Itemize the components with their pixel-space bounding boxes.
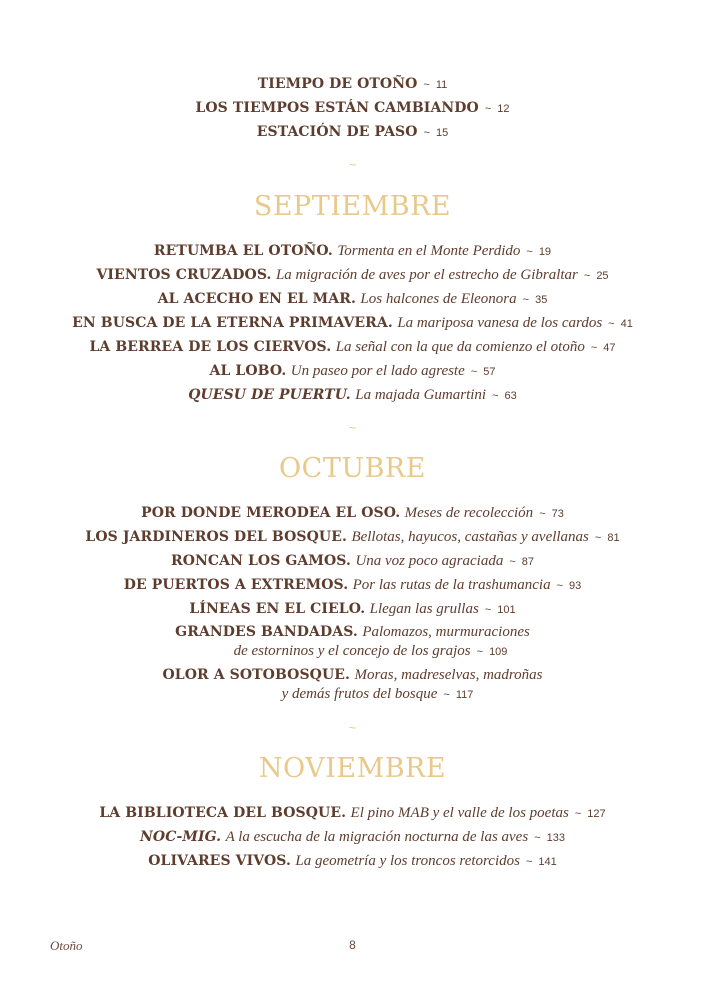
entry-title: LA BIBLIOTECA DEL BOSQUE. (99, 805, 347, 821)
entry-title: ESTACIÓN DE PASO (256, 124, 418, 140)
toc-entry (0, 74, 705, 95)
toc-entry (0, 337, 705, 358)
entry-subtitle-continuation: de estorninos y el concejo de los grajos (233, 643, 471, 659)
toc-entry-continuation (0, 642, 705, 662)
toc-entry (0, 803, 705, 824)
entry-page: 133 (546, 832, 565, 844)
entry-page: 87 (521, 556, 535, 568)
entry-separator: ~ (484, 103, 492, 115)
entry-subtitle: El pino MAB y el valle de los poetas (350, 805, 569, 821)
entry-title: VIENTOS CRUZADOS. (96, 267, 272, 283)
entry-subtitle: La majada Gumartini (355, 387, 487, 403)
month-heading-noviembre: NOVIEMBRE (258, 753, 447, 784)
entry-page: 57 (483, 366, 496, 378)
entry-subtitle: Tormenta en el Monte Perdido (337, 243, 521, 259)
entry-title: LOS TIEMPOS ESTÁN CAMBIANDO (195, 100, 479, 116)
entry-subtitle: Moras, madreselvas, madroñas (354, 667, 543, 683)
toc-entry (0, 599, 705, 620)
entry-subtitle: La mariposa vanesa de los cardos (397, 315, 603, 331)
entry-separator: ~ (608, 318, 615, 330)
entry-subtitle: Por las rutas de la trashumancia (352, 577, 551, 593)
entry-separator: ~ (525, 856, 533, 868)
entry-separator: ~ (539, 508, 546, 520)
entry-subtitle: La señal con la que da comienzo el otoño (335, 339, 585, 355)
entry-title: OLIVARES VIVOS. (148, 853, 291, 869)
entry-separator: ~ (594, 532, 602, 544)
entry-title: POR DONDE MERODEA EL OSO. (141, 505, 401, 521)
entry-subtitle-continuation: y demás frutos del bosque (281, 686, 438, 702)
entry-separator: ~ (583, 270, 591, 282)
entry-page: 109 (489, 646, 508, 658)
entry-title: LA BERREA DE LOS CIERVOS. (89, 339, 332, 355)
entry-page: 127 (587, 808, 606, 820)
toc-entry (0, 527, 705, 548)
entry-title: TIEMPO DE OTOÑO (257, 76, 418, 92)
entry-title: RETUMBA EL OTOÑO. (153, 243, 333, 259)
month-heading-septiembre: SEPTIEMBRE (253, 191, 452, 222)
entry-title: LOS JARDINEROS DEL BOSQUE. (85, 529, 347, 545)
entry-page: 101 (497, 604, 516, 616)
footer-page-number: 8 (349, 938, 356, 952)
entry-separator: ~ (574, 808, 582, 820)
toc-entry-continuation (0, 685, 705, 705)
entry-title: AL LOBO. (209, 363, 287, 379)
entry-page: 25 (596, 270, 609, 282)
toc-entry (0, 385, 705, 406)
entry-title: AL ACECHO EN EL MAR. (157, 291, 356, 307)
entry-title: DE PUERTOS A EXTREMOS. (123, 577, 349, 593)
entry-page: 73 (551, 508, 564, 520)
section-divider: ~ (348, 420, 357, 435)
entry-separator: ~ (492, 390, 499, 402)
entry-separator: ~ (590, 342, 598, 354)
entry-page: 63 (504, 390, 517, 402)
entry-subtitle: Un paseo por el lado agreste (290, 363, 465, 379)
entry-subtitle: La geometría y los troncos retorcidos (295, 853, 520, 869)
toc-entry (0, 851, 705, 872)
section-divider: ~ (348, 157, 357, 172)
entry-separator: ~ (476, 646, 484, 658)
entry-page: 141 (538, 856, 557, 868)
entry-page: 35 (535, 294, 548, 306)
entry-page: 47 (603, 342, 616, 354)
entry-subtitle: Meses de recolección (404, 505, 534, 521)
entry-page: 81 (607, 532, 620, 544)
entry-page: 117 (455, 689, 474, 701)
entry-title: OLOR A SOTOBOSQUE. (162, 667, 351, 683)
entry-title: NOC-MIG. (140, 829, 222, 845)
entry-page: 15 (436, 127, 449, 139)
entry-separator: ~ (423, 127, 430, 139)
entry-subtitle: Los halcones de Eleonora (360, 291, 517, 307)
entry-subtitle: Llegan las grullas (369, 601, 479, 617)
entry-separator: ~ (509, 556, 516, 568)
toc-entry (0, 551, 705, 572)
entry-subtitle: Una voz poco agraciada (355, 553, 504, 569)
entry-separator: ~ (526, 246, 533, 258)
entry-subtitle: A la escucha de la migración nocturna de las aves (225, 829, 529, 845)
toc-entry (0, 313, 705, 334)
entry-page: 12 (497, 103, 510, 115)
entry-subtitle: Palomazos, murmuraciones (362, 624, 530, 640)
entry-title: QUESU DE PUERTU. (188, 387, 351, 403)
entry-separator: ~ (556, 580, 564, 592)
toc-entry (0, 122, 705, 143)
entry-subtitle: La migración de aves por el estrecho de Gibraltar (275, 267, 578, 283)
section-divider: ~ (348, 720, 357, 735)
toc-entry (0, 361, 705, 382)
entry-title: EN BUSCA DE LA ETERNA PRIMAVERA. (72, 315, 393, 331)
entry-page: 19 (538, 246, 552, 258)
toc-entry (0, 241, 705, 262)
entry-title: GRANDES BANDADAS. (175, 624, 358, 640)
entry-separator: ~ (423, 79, 430, 91)
toc-entry (0, 289, 705, 310)
entry-separator: ~ (484, 604, 492, 616)
entry-page: 41 (620, 318, 633, 330)
entry-subtitle: Bellotas, hayucos, castañas y avellanas (351, 529, 589, 545)
entry-title: RONCAN LOS GAMOS. (170, 553, 351, 569)
entry-separator: ~ (522, 294, 530, 306)
month-heading-octubre: OCTUBRE (279, 453, 426, 484)
entry-page: 11 (435, 79, 448, 91)
toc-entry (0, 623, 705, 642)
toc-entry (0, 265, 705, 286)
entry-title: LÍNEAS EN EL CIELO. (189, 601, 366, 617)
toc-entry (0, 827, 705, 848)
footer-section-label: Otoño (50, 938, 83, 953)
entry-separator: ~ (534, 832, 541, 844)
toc-entry (0, 666, 705, 685)
toc-entry (0, 503, 705, 524)
toc-entry (0, 98, 705, 119)
entry-separator: ~ (470, 366, 478, 378)
entry-separator: ~ (443, 689, 450, 701)
toc-entry (0, 575, 705, 596)
entry-page: 93 (569, 580, 582, 592)
